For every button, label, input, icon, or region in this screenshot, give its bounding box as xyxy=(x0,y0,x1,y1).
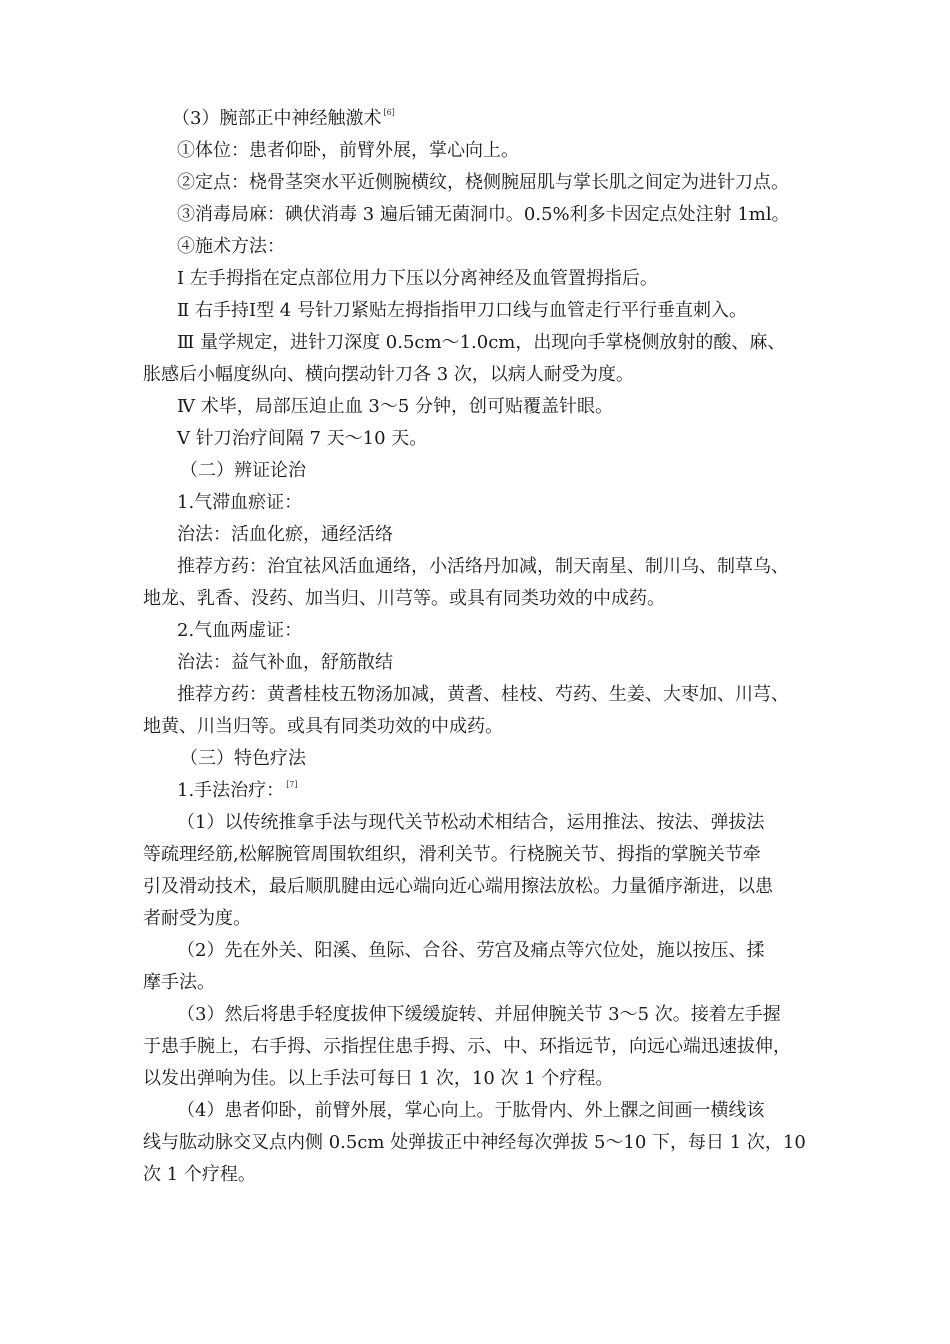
section-heading-wrist-median-nerve: （3）腕部正中神经触激术 [6] xyxy=(172,108,395,129)
paragraph-line: 摩手法。 xyxy=(143,972,215,993)
paragraph-line: （2）先在外关、阳溪、鱼际、合谷、劳宫及痛点等穴位处，施以按压、揉 xyxy=(177,940,765,961)
paragraph-line: （1）以传统推拿手法与现代关节松动术相结合，运用推法、按法、弹拔法 xyxy=(177,812,765,833)
paragraph-line: 次 1 个疗程。 xyxy=(143,1164,256,1185)
paragraph-line: ①体位：患者仰卧，前臂外展，掌心向上。 xyxy=(177,140,519,161)
paragraph-line: （3）然后将患手轻度拔伸下缓缓旋转、并屈伸腕关节 3～5 次。接着左手握 xyxy=(177,1004,781,1025)
section-heading: （二）辨证论治 xyxy=(180,460,306,481)
paragraph-line: 1.气滞血瘀证： xyxy=(177,492,303,513)
paragraph-line: 于患手腕上，右手拇、示指捏住患手拇、示、中、环指远节，向远心端迅速拔伸， xyxy=(143,1036,791,1057)
paragraph-line: 2.气血两虚证： xyxy=(177,620,303,641)
paragraph-line: 胀感后小幅度纵向、横向摆动针刀各 3 次，以病人耐受为度。 xyxy=(143,364,634,385)
section-heading: （三）特色疗法 xyxy=(180,748,306,769)
paragraph-line: Ⅲ 量学规定，进针刀深度 0.5cm～1.0cm，出现向手掌桡侧放射的酸、麻、 xyxy=(177,332,786,353)
paragraph-line: 地龙、乳香、没药、加当归、川芎等。或具有同类功效的中成药。 xyxy=(143,588,665,609)
paragraph-line: 者耐受为度。 xyxy=(143,908,251,929)
paragraph-line: 治法：益气补血，舒筋散结 xyxy=(177,652,393,673)
paragraph-line: 推荐方药：黄耆桂枝五物汤加减，黄耆、桂枝、芍药、生姜、大枣加、川芎、 xyxy=(177,684,789,705)
paragraph-line: ④施术方法： xyxy=(177,236,285,257)
paragraph-line: （4）患者仰卧，前臂外展，掌心向上。于肱骨内、外上髁之间画一横线该 xyxy=(177,1100,765,1121)
paragraph-line: ②定点：桡骨茎突水平近侧腕横纹，桡侧腕屈肌与掌长肌之间定为进针刀点。 xyxy=(177,172,789,193)
paragraph-line: 1.手法治疗： [7] xyxy=(177,780,298,801)
paragraph-line: 等疏理经筋,松解腕管周围软组织，滑利关节。行桡腕关节、拇指的掌腕关节牵 xyxy=(143,844,761,865)
paragraph-line: Ⅳ 术毕，局部压迫止血 3～5 分钟，创可贴覆盖针眼。 xyxy=(177,396,614,417)
paragraph-line: 治法：活血化瘀，通经活络 xyxy=(177,524,393,545)
paragraph-line: ③消毒局麻：碘伏消毒 3 遍后铺无菌洞巾。0.5%利多卡因定点处注射 1ml。 xyxy=(177,204,790,225)
paragraph-line: 推荐方药：治宜祛风活血通络，小活络丹加减，制天南星、制川乌、制草乌、 xyxy=(177,556,789,577)
paragraph-line: 以发出弹响为佳。以上手法可每日 1 次，10 次 1 个疗程。 xyxy=(143,1068,614,1089)
paragraph-line: Ⅴ 针刀治疗间隔 7 天～10 天。 xyxy=(177,428,428,449)
paragraph-line: 地黄、川当归等。或具有同类功效的中成药。 xyxy=(143,716,503,737)
paragraph-line: 线与肱动脉交叉点内侧 0.5cm 处弹拔正中神经每次弹拔 5～10 下，每日 1 次，10 xyxy=(143,1132,806,1153)
reference-marker: [6] xyxy=(383,108,395,117)
paragraph-line: 引及滑动技术，最后顺肌腱由远心端向近心端用擦法放松。力量循序渐进，以患 xyxy=(143,876,773,897)
paragraph-line: Ⅰ 左手拇指在定点部位用力下压以分离神经及血管置拇指后。 xyxy=(177,268,658,289)
paragraph-line: Ⅱ 右手持Ⅰ型 4 号针刀紧贴左拇指指甲刀口线与血管走行平行垂直刺入。 xyxy=(177,300,747,321)
reference-marker: [7] xyxy=(286,780,298,789)
